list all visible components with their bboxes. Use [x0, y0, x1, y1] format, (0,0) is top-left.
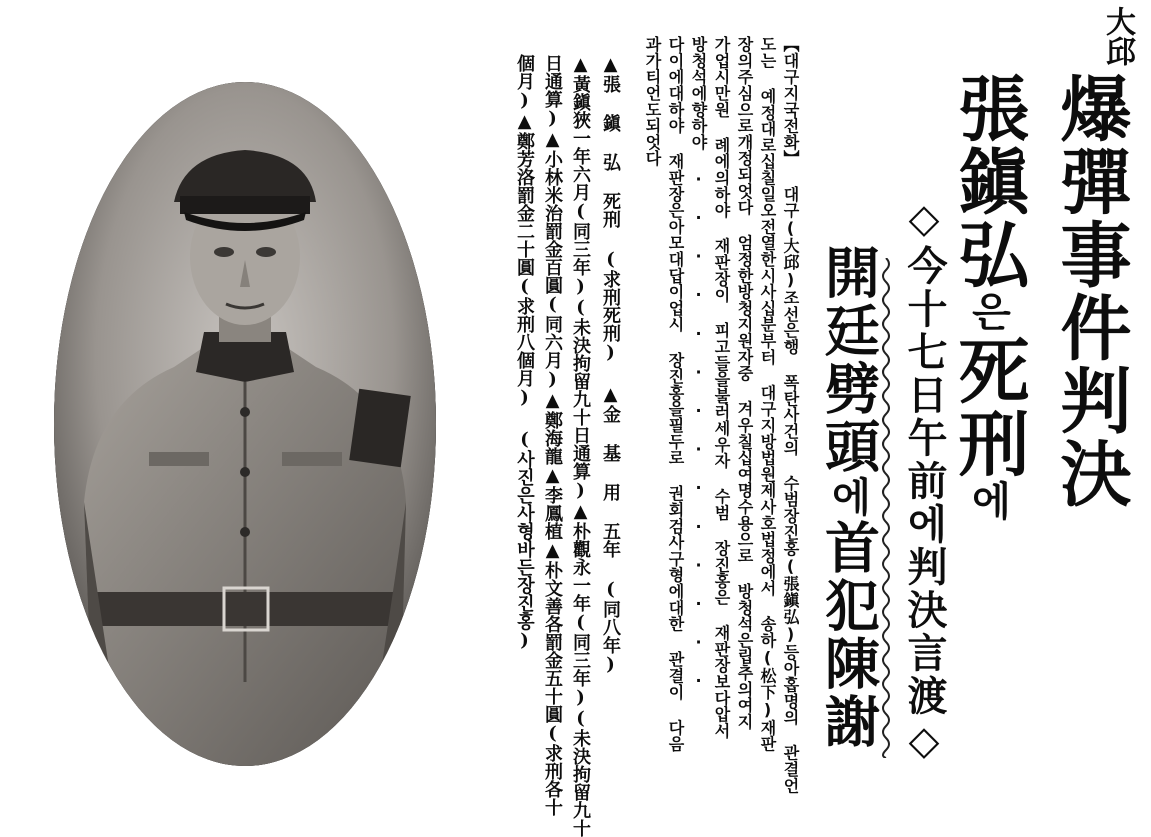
- headline-main-a: [1049, 72, 1132, 510]
- body-column-text: 과가티언도되엇다: [643, 36, 662, 167]
- body-column-text: 가업시만원 례에의하야 재판장이 피고들을불러세우자 수범 장진홍은 재판장보다압서: [712, 36, 731, 739]
- headline-sub: [901, 196, 947, 767]
- body-column-text: 장의주심으로개정되엇다 엄정한방청지원자중 겨우칠십여명수용으로 방청석은립추의여지: [735, 36, 754, 730]
- body-column: [667, 36, 683, 752]
- verdict-column-text: ▲黃鎭狹一年六月(同三年)(未決拘留九十日通算)▲朴觀永一年(同三年)(未決拘留九十: [570, 54, 591, 837]
- headline-place: [1100, 6, 1135, 66]
- body-column-text: 다이에대하야 재판장은아모대답이업시 장진홍을필두로 권회검사구형에대한 관결이 다음: [666, 36, 685, 752]
- headline-sub-text: ◇今十七日午前에判決言渡◇: [901, 196, 947, 767]
- verdict-column: [515, 54, 533, 651]
- portrait-photo: [54, 82, 436, 766]
- wavy-divider: [880, 258, 892, 758]
- body-column: [736, 36, 752, 730]
- body-column-text: 도는 예정대로십칠일오전열한시사십분부터 대구지방법원제사호법정에서 송하(松下)재판: [758, 36, 777, 752]
- headline-third-particle: 에: [825, 476, 871, 519]
- headline-third-a: 開廷劈頭: [816, 244, 880, 476]
- body-column-text: 【대구지국전화】 대구(大邱)조선은행 폭탄사건의 수범장진홍(張鎭弘)등아홉명의 관결언: [781, 36, 800, 794]
- headline-main-b-particle2: 에: [965, 480, 1011, 523]
- verdict-column-text: ▲張 鎭 弘 死刑 (求刑死刑) ▲金 基 用 五年 (同八年): [600, 54, 621, 675]
- body-column: [644, 36, 660, 166]
- headline-main-b: [947, 72, 1030, 523]
- body-column: [782, 36, 798, 794]
- body-column: [690, 36, 706, 691]
- headline-main-a-text: 爆彈事件判決: [1049, 72, 1132, 510]
- portrait-figure: [54, 82, 436, 766]
- body-column: [713, 36, 729, 739]
- verdict-column-text: 個月)▲鄭芳洛罰金二十圓(求刑八個月) (사진은사형바든장진홍): [514, 54, 535, 651]
- verdict-column: [571, 54, 589, 837]
- verdict-column: [543, 54, 561, 816]
- headline-third: [816, 244, 880, 751]
- verdict-column-text: 日通算)▲小林米治罰金百圓(同六月)▲鄭海龍▲李鳳植▲朴文善各罰金五十圓(求刑各十: [542, 54, 563, 816]
- headline-main-b-name: 張鎭弘: [947, 72, 1030, 291]
- body-column-text: 방청석에향하야 · · · · · · · · · · · · · ·: [689, 36, 708, 691]
- headline-place-text: 大邱: [1100, 6, 1135, 66]
- headline-main-b-verdict: 死刑: [947, 334, 1030, 480]
- body-column: [759, 36, 775, 752]
- headline-third-b: 首犯陳謝: [816, 519, 880, 751]
- headline-main-b-particle: 은: [965, 291, 1011, 334]
- verdict-column: [601, 54, 619, 675]
